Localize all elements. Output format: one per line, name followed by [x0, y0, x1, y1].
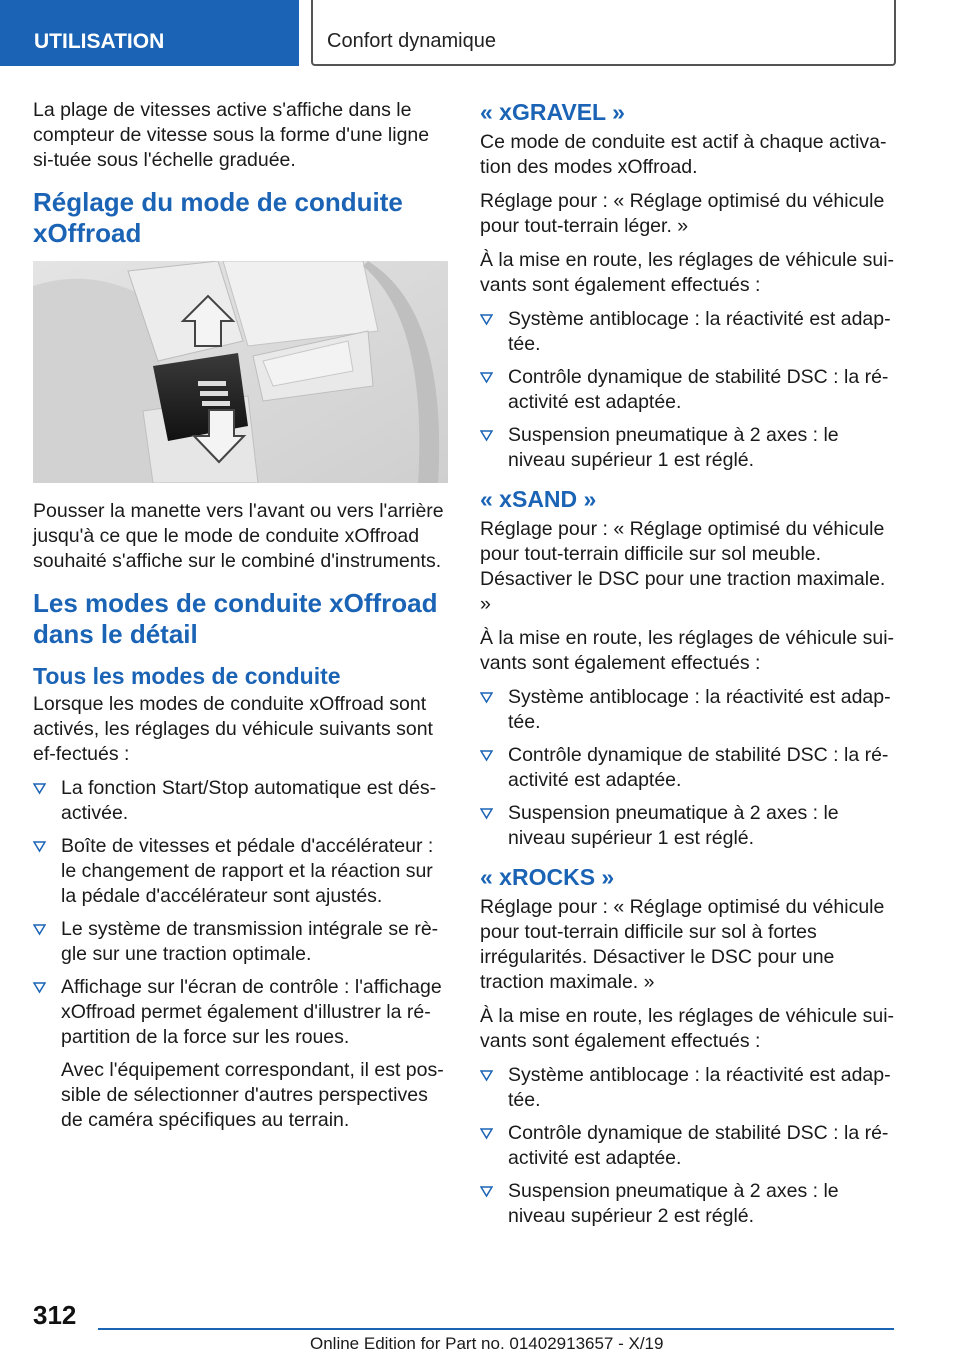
triangle-bullet-icon — [33, 782, 46, 795]
rocks-paragraph-1: Réglage pour : « Réglage optimisé du véhicule pour tout-terrain difficile sur sol à fortes irrégularités. Désactiver le DSC pour une traction maximale. » — [480, 896, 885, 993]
list-item-note: Avec l'équipement correspondant, il est pos-sible de sélectionner d'autres perspectives de caméra spécifiques au terrain. — [61, 1059, 444, 1131]
sand-paragraph-2: À la mise en route, les réglages de véhicule sui-vants sont également effectués : — [480, 627, 895, 674]
list-item-text: Système antiblocage : la réactivité est adap-tée. — [508, 686, 891, 733]
intro-paragraph: La plage de vitesses active s'affiche dans le compteur de vitesse sous la forme d'une ligne si-tuée sous l'échelle graduée. — [33, 99, 430, 171]
lever-photo — [33, 261, 448, 483]
chapter-title: Confort dynamique — [311, 0, 896, 66]
list-item-text: Le système de transmission intégrale se rè-gle sur une traction optimale. — [61, 918, 439, 965]
list-item-text: Système antiblocage : la réactivité est adap-tée. — [508, 1064, 891, 1111]
mode-title-rocks: « xROCKS » — [480, 864, 615, 890]
list-item — [480, 423, 895, 473]
list-item — [480, 1063, 895, 1113]
list-item — [480, 685, 895, 735]
triangle-bullet-icon — [480, 691, 493, 704]
footer-divider — [98, 1328, 894, 1330]
triangle-bullet-icon — [480, 1069, 493, 1082]
mode-title-sand: « xSAND » — [480, 486, 597, 512]
left-column — [33, 98, 448, 1141]
heading-reglage: Réglage du mode de conduite xOffroad — [33, 187, 403, 248]
all-modes-paragraph: Lorsque les modes de conduite xOffroad sont activés, les réglages du véhicule suivants sont ef-fectués : — [33, 693, 433, 765]
list-item-text: Suspension pneumatique à 2 axes : le niveau supérieur 1 est réglé. — [508, 424, 839, 471]
list-item-text: Affichage sur l'écran de contrôle : l'affichage xOffroad permet également d'illustrer la ré-partition de la force sur les roues. — [61, 976, 442, 1048]
triangle-bullet-icon — [480, 313, 493, 326]
rocks-list — [480, 1063, 895, 1229]
heading-modes-detail: Les modes de conduite xOffroad dans le détail — [33, 588, 438, 649]
list-item-text: Contrôle dynamique de stabilité DSC : la ré-activité est adaptée. — [508, 1122, 889, 1169]
list-item-text: Boîte de vitesses et pédale d'accélérateur : le changement de rapport et la réaction sur la pédale d'accélérateur sont ajustés. — [61, 835, 434, 907]
triangle-bullet-icon — [480, 429, 493, 442]
triangle-bullet-icon — [480, 371, 493, 384]
subheading-all-modes: Tous les modes de conduite — [33, 663, 341, 689]
list-item-text: Contrôle dynamique de stabilité DSC : la ré-activité est adaptée. — [508, 366, 889, 413]
triangle-bullet-icon — [480, 807, 493, 820]
selector-lever-illustration — [33, 261, 448, 483]
triangle-bullet-icon — [480, 1127, 493, 1140]
list-item — [480, 743, 895, 793]
triangle-bullet-icon — [480, 1185, 493, 1198]
all-modes-list — [33, 776, 448, 1133]
sand-paragraph-1: Réglage pour : « Réglage optimisé du véhicule pour tout-terrain difficile sur sol meuble. Désactiver le DSC pour une traction maximale. » — [480, 518, 886, 615]
page-number: 312 — [33, 1300, 77, 1330]
list-item — [480, 307, 895, 357]
gravel-paragraph-2: Réglage pour : « Réglage optimisé du véhicule pour tout-terrain léger. » — [480, 190, 885, 237]
gravel-paragraph-1: Ce mode de conduite est actif à chaque activa-tion des modes xOffroad. — [480, 131, 887, 178]
list-item — [480, 801, 895, 851]
list-item — [480, 365, 895, 415]
right-column — [480, 98, 895, 1237]
list-item-text: Contrôle dynamique de stabilité DSC : la ré-activité est adaptée. — [508, 744, 889, 791]
triangle-bullet-icon — [33, 981, 46, 994]
list-item — [33, 776, 448, 826]
triangle-bullet-icon — [33, 923, 46, 936]
section-label: UTILISATION — [0, 0, 299, 66]
list-item-text: Suspension pneumatique à 2 axes : le niveau supérieur 2 est réglé. — [508, 1180, 839, 1227]
gravel-paragraph-3: À la mise en route, les réglages de véhicule sui-vants sont également effectués : — [480, 249, 895, 296]
list-item-text: Système antiblocage : la réactivité est adap-tée. — [508, 308, 891, 355]
list-item — [33, 834, 448, 909]
list-item — [33, 975, 448, 1133]
rocks-paragraph-2: À la mise en route, les réglages de véhicule sui-vants sont également effectués : — [480, 1005, 895, 1052]
gravel-list — [480, 307, 895, 473]
page-header — [0, 0, 960, 66]
mode-title-gravel: « xGRAVEL » — [480, 99, 625, 125]
triangle-bullet-icon — [33, 840, 46, 853]
triangle-bullet-icon — [480, 749, 493, 762]
list-item — [33, 917, 448, 967]
list-item — [480, 1121, 895, 1171]
sand-list — [480, 685, 895, 851]
list-item-text: La fonction Start/Stop automatique est dés-activée. — [61, 777, 437, 824]
list-item-text: Suspension pneumatique à 2 axes : le niveau supérieur 1 est réglé. — [508, 802, 839, 849]
figure-caption: Pousser la manette vers l'avant ou vers l'arrière jusqu'à ce que le mode de conduite xOffroad souhaité s'affiche sur le combiné d'instruments. — [33, 500, 444, 572]
edition-note: Online Edition for Part no. 01402913657 - X/19 — [310, 1334, 664, 1353]
list-item — [480, 1179, 895, 1229]
